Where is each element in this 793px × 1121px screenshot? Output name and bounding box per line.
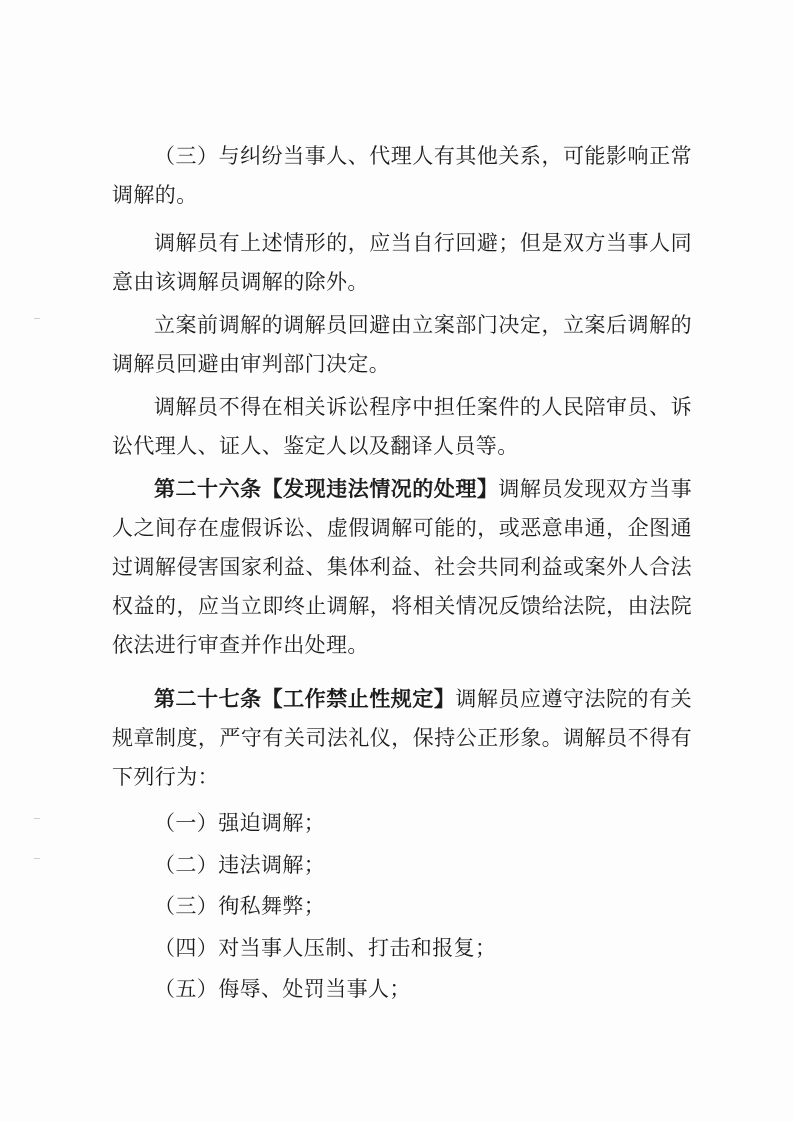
list-item: （二）违法调解； (154, 853, 326, 877)
article-27-body: 调解员应遵守法院的有关规章制度，严守有关司法礼仪，保持公正形象。调解员不得有下列行为： (112, 687, 692, 789)
list-item: （三）徇私舞弊； (154, 894, 326, 918)
scan-artifact (34, 858, 40, 859)
paragraph-recusal-exception: 调解员有上述情形的，应当自行回避；但是双方当事人同意由该调解员调解的除外。 (112, 231, 692, 294)
scan-artifact (34, 318, 40, 319)
article-27 (112, 680, 692, 797)
article-26-body: 调解员发现双方当事人之间存在虚假诉讼、虚假调解可能的，或恶意串通，企图通过调解侵害国家利益、集体利益、社会共同利益或案外人合法权益的，应当立即终止调解，将相关情况反馈给法院，由法院依法进行审查并作出处理。 (112, 477, 692, 657)
article-26-heading: 第二十六条【发现违法情况的处理】 (154, 477, 499, 501)
paragraph-recusal-decision: 立案前调解的调解员回避由立案部门决定，立案后调解的调解员回避由审判部门决定。 (112, 313, 692, 376)
paragraph-mediator-restrictions: 调解员不得在相关诉讼程序中担任案件的人民陪审员、诉讼代理人、证人、鉴定人以及翻译人员等。 (112, 395, 692, 458)
list-item: （四）对当事人压制、打击和报复； (154, 936, 497, 960)
list-item: （一）强迫调解； (154, 811, 326, 835)
list-item: （五）侮辱、处罚当事人； (154, 977, 411, 1001)
article-26 (112, 470, 692, 665)
paragraph-clause-3-continued: （三）与纠纷当事人、代理人有其他关系，可能影响正常调解的。 (112, 144, 692, 207)
article-27-heading: 第二十七条【工作禁止性规定】 (154, 687, 456, 711)
scan-artifact (34, 818, 40, 819)
